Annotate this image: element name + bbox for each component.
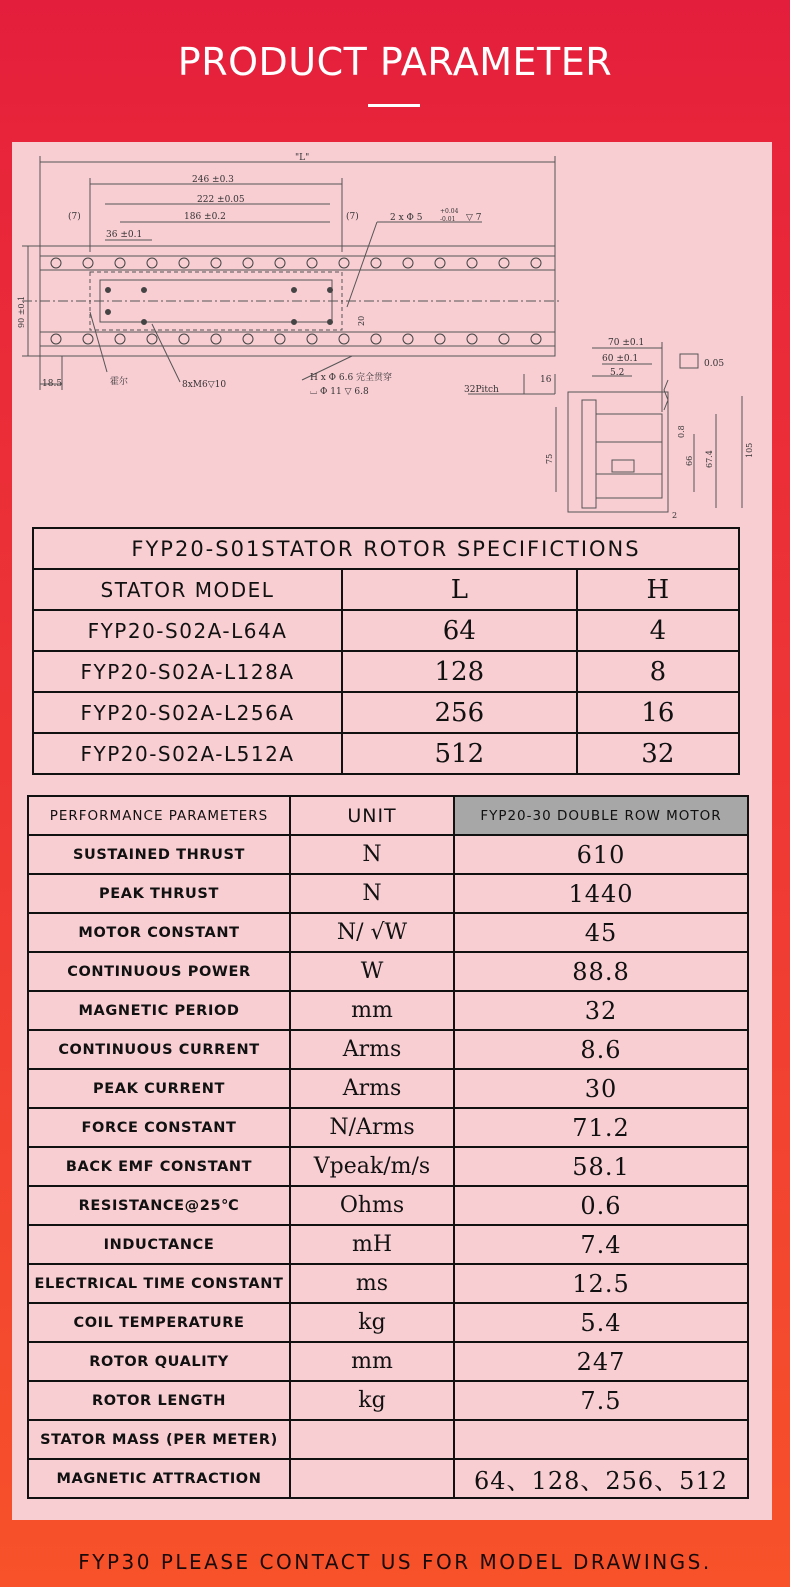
param-unit: mm	[290, 991, 454, 1030]
dim-hole-tol-dn: -0.01	[440, 216, 456, 223]
dim-60: 60 ±0.1	[602, 354, 639, 364]
param-unit: Arms	[290, 1030, 454, 1069]
param-unit: Arms	[290, 1069, 454, 1108]
param-value: 71.2	[454, 1108, 748, 1147]
stator-table-title: FYP20-S01STATOR ROTOR SPECIFICTIONS	[33, 528, 739, 569]
param-value: 5.4	[454, 1303, 748, 1342]
stator-h: 8	[577, 651, 739, 692]
param-value: 64、128、256、512	[454, 1459, 748, 1498]
param-value: 7.5	[454, 1381, 748, 1420]
param-name: MAGNETIC PERIOD	[28, 991, 290, 1030]
param-name: CONTINUOUS POWER	[28, 952, 290, 991]
param-unit: N/Arms	[290, 1108, 454, 1147]
table-row	[33, 733, 739, 774]
header-unit: UNIT	[290, 796, 454, 835]
stator-model: FYP20-S02A-L256A	[33, 692, 342, 733]
param-unit: Vpeak/m/s	[290, 1147, 454, 1186]
param-value: 58.1	[454, 1147, 748, 1186]
param-name: BACK EMF CONSTANT	[28, 1147, 290, 1186]
param-value: 610	[454, 835, 748, 874]
param-name: PEAK CURRENT	[28, 1069, 290, 1108]
dim-20: 20	[357, 315, 366, 326]
stator-h: 4	[577, 610, 739, 651]
param-value: 0.6	[454, 1186, 748, 1225]
table-row	[28, 1069, 748, 1108]
param-value: 1440	[454, 874, 748, 913]
table-row	[28, 1420, 748, 1459]
dim-5-2: 5.2	[610, 368, 625, 378]
dim-67-4: 67.4	[705, 450, 714, 468]
param-name: ELECTRICAL TIME CONSTANT	[28, 1264, 290, 1303]
table-row	[28, 1147, 748, 1186]
dim-7-right: (7)	[346, 212, 359, 222]
table-row	[33, 610, 739, 651]
dim-18-5: 18.5	[42, 379, 63, 389]
table-row	[28, 1186, 748, 1225]
param-value	[454, 1420, 748, 1459]
dim-hole-depth: ▽ 7	[466, 213, 482, 223]
param-name: COIL TEMPERATURE	[28, 1303, 290, 1342]
param-unit: kg	[290, 1381, 454, 1420]
param-value: 247	[454, 1342, 748, 1381]
dim-16: 16	[540, 375, 552, 385]
dim-2: 2	[672, 511, 678, 520]
param-unit	[290, 1459, 454, 1498]
stator-l: 64	[342, 610, 577, 651]
param-unit: mm	[290, 1342, 454, 1381]
header-h: H	[577, 569, 739, 610]
table-row	[28, 1342, 748, 1381]
table-row	[28, 1264, 748, 1303]
label-h11: ⌴ Φ 11 ▽ 6.8	[310, 387, 369, 397]
param-name: MAGNETIC ATTRACTION	[28, 1459, 290, 1498]
stator-h: 32	[577, 733, 739, 774]
param-unit: N	[290, 835, 454, 874]
technical-drawing	[12, 142, 772, 522]
param-unit: N/ √W	[290, 913, 454, 952]
performance-table	[27, 795, 749, 1499]
table-row	[33, 651, 739, 692]
dim-90: 90 ±0.1	[17, 295, 26, 328]
table-header-row	[33, 569, 739, 610]
label-h66: H x Φ 6.6 完全贯穿	[310, 373, 393, 383]
param-unit: N	[290, 874, 454, 913]
header-l: L	[342, 569, 577, 610]
table-title-row	[33, 528, 739, 569]
footer-note: FYP30 PLEASE CONTACT US FOR MODEL DRAWINGS.	[78, 1550, 712, 1574]
param-unit: kg	[290, 1303, 454, 1342]
dim-l: "L"	[295, 153, 310, 163]
dim-75: 75	[545, 453, 554, 464]
table-row	[33, 692, 739, 733]
header-stator-model: STATOR MODEL	[33, 569, 342, 610]
table-row	[28, 1030, 748, 1069]
param-value: 12.5	[454, 1264, 748, 1303]
param-value: 8.6	[454, 1030, 748, 1069]
dim-7-left: (7)	[68, 212, 81, 222]
dim-222: 222 ±0.05	[197, 195, 245, 205]
table-row	[28, 1303, 748, 1342]
dim-hole-tol-up: +0.04	[440, 208, 459, 215]
param-value: 88.8	[454, 952, 748, 991]
param-name: ROTOR LENGTH	[28, 1381, 290, 1420]
dim-246: 246 ±0.3	[192, 175, 234, 185]
table-row	[28, 952, 748, 991]
param-name: STATOR MASS (PER METER)	[28, 1420, 290, 1459]
table-row	[28, 913, 748, 952]
stator-model: FYP20-S02A-L512A	[33, 733, 342, 774]
stator-l: 512	[342, 733, 577, 774]
dim-66: 66	[685, 455, 694, 466]
stator-model: FYP20-S02A-L128A	[33, 651, 342, 692]
param-name: ROTOR QUALITY	[28, 1342, 290, 1381]
table-header-row	[28, 796, 748, 835]
param-value: 32	[454, 991, 748, 1030]
table-row	[28, 1108, 748, 1147]
stator-spec-table	[32, 527, 740, 775]
table-row	[28, 835, 748, 874]
param-name: FORCE CONSTANT	[28, 1108, 290, 1147]
dim-186: 186 ±0.2	[184, 212, 226, 222]
param-name: SUSTAINED THRUST	[28, 835, 290, 874]
table-row	[28, 874, 748, 913]
param-value: 30	[454, 1069, 748, 1108]
param-name: PEAK THRUST	[28, 874, 290, 913]
dim-hole: 2 x Φ 5	[390, 213, 423, 223]
dim-flatness: 0.05	[704, 359, 725, 369]
header-motor: FYP20-30 DOUBLE ROW MOTOR	[454, 796, 748, 835]
dim-105: 105	[745, 442, 754, 458]
param-unit: W	[290, 952, 454, 991]
dim-70: 70 ±0.1	[608, 338, 645, 348]
dim-pitch: 32Pitch	[464, 385, 499, 395]
table-row	[28, 1225, 748, 1264]
label-m6: 8xM6▽10	[182, 380, 227, 390]
stator-l: 256	[342, 692, 577, 733]
stator-h: 16	[577, 692, 739, 733]
stator-model: FYP20-S02A-L64A	[33, 610, 342, 651]
table-row	[28, 1459, 748, 1498]
title-underline	[368, 104, 420, 107]
dim-36: 36 ±0.1	[106, 230, 143, 240]
label-hall: 霍尔	[110, 377, 129, 387]
param-name: MOTOR CONSTANT	[28, 913, 290, 952]
param-value: 45	[454, 913, 748, 952]
param-unit	[290, 1420, 454, 1459]
page-title: PRODUCT PARAMETER	[177, 40, 613, 84]
dim-0-8: 0.8	[677, 425, 686, 438]
table-row	[28, 1381, 748, 1420]
param-unit: mH	[290, 1225, 454, 1264]
param-name: RESISTANCE@25℃	[28, 1186, 290, 1225]
param-name: INDUCTANCE	[28, 1225, 290, 1264]
header-performance-parameters: PERFORMANCE PARAMETERS	[28, 796, 290, 835]
table-row	[28, 991, 748, 1030]
param-unit: Ohms	[290, 1186, 454, 1225]
stator-l: 128	[342, 651, 577, 692]
param-unit: ms	[290, 1264, 454, 1303]
param-value: 7.4	[454, 1225, 748, 1264]
param-name: CONTINUOUS CURRENT	[28, 1030, 290, 1069]
